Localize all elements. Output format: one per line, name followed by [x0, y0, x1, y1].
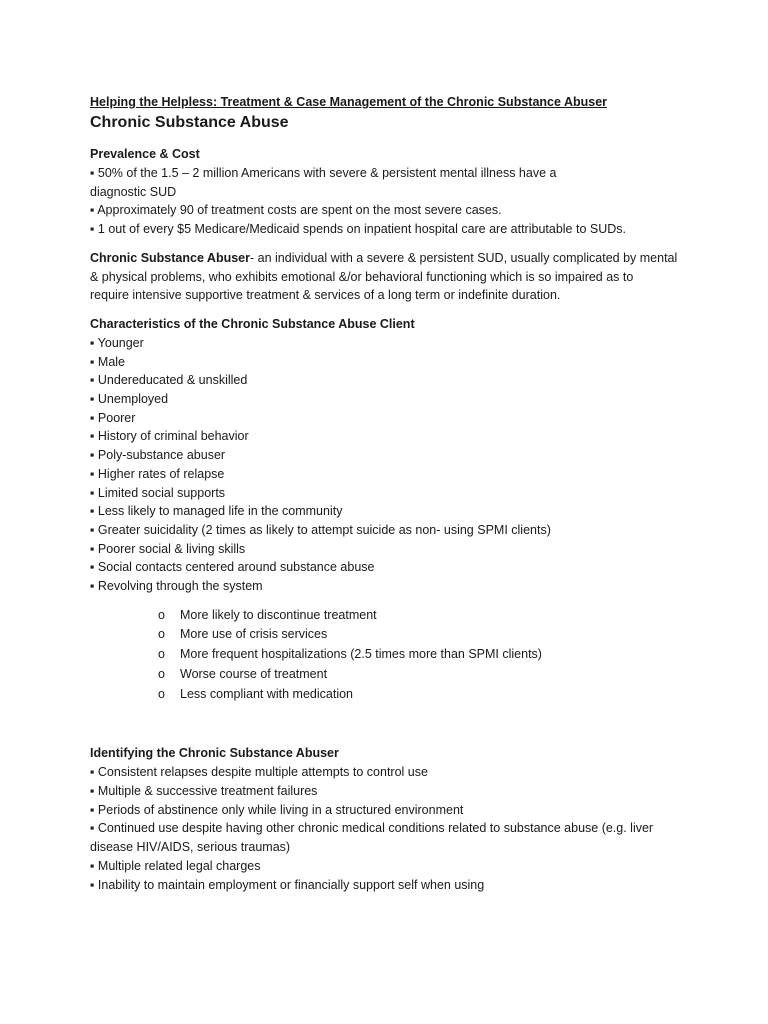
list-item: ▪ Limited social supports	[90, 485, 226, 500]
bullet-o-icon: o	[158, 686, 165, 701]
sub-list-item	[158, 625, 690, 645]
prevalence-line: ▪ Approximately 90 of treatment costs are spent on the most severe cases.	[90, 203, 502, 218]
sub-list-text: More use of crisis services	[180, 627, 328, 642]
list-item: ▪ Male	[90, 354, 125, 369]
definition-line	[90, 249, 690, 268]
definition-term: Chronic Substance Abuser	[90, 250, 250, 265]
sub-list-item	[158, 685, 690, 705]
identifying-line: ▪ Continued use despite having other chronic medical conditions related to substance abuse (e.g. liver	[90, 821, 654, 836]
list-item: ▪ Unemployed	[90, 392, 169, 407]
document-title: Helping the Helpless: Treatment & Case Management of the Chronic Substance Abuser	[90, 95, 608, 109]
identifying-line: ▪ Multiple & successive treatment failures	[90, 783, 318, 798]
characteristics-title: Characteristics of the Chronic Substance Abuse Client	[90, 316, 415, 331]
definition-line: require intensive supportive treatment & services of a long term or indefinite duration.	[90, 288, 561, 303]
list-item: ▪ Poorer social & living skills	[90, 541, 246, 556]
bullet-o-icon: o	[158, 627, 165, 642]
definition-text: - an individual with a severe & persistent SUD, usually complicated by mental	[250, 250, 678, 265]
prevalence-line: ▪ 1 out of every $5 Medicare/Medicaid spends on inpatient hospital care are attributable to SUDs.	[90, 222, 626, 237]
sub-list-text: More likely to discontinue treatment	[180, 607, 377, 622]
identifying-line: disease HIV/AIDS, serious traumas)	[90, 840, 291, 855]
sub-list	[90, 606, 690, 705]
identifying-line: ▪ Inability to maintain employment or financially support self when using	[90, 877, 485, 892]
prevalence-line: diagnostic SUD	[90, 184, 177, 199]
definition-line: & physical problems, who exhibits emotional &/or behavioral functioning which is so impaired as to	[90, 269, 634, 284]
list-item: ▪ Poorer	[90, 410, 136, 425]
identifying-line: ▪ Consistent relapses despite multiple attempts to control use	[90, 765, 428, 780]
list-item: ▪ Younger	[90, 335, 144, 350]
list-item: ▪ Undereducated & unskilled	[90, 373, 248, 388]
bullet-o-icon: o	[158, 607, 165, 622]
sub-list-item	[158, 645, 690, 665]
list-item: ▪ Social contacts centered around substance abuse	[90, 560, 375, 575]
characteristics-section	[90, 315, 690, 704]
list-item: ▪ History of criminal behavior	[90, 429, 249, 444]
identifying-title: Identifying the Chronic Substance Abuser	[90, 746, 339, 761]
prevalence-section	[90, 145, 690, 239]
bullet-o-icon: o	[158, 666, 165, 681]
identifying-line: ▪ Periods of abstinence only while living in a structured environment	[90, 802, 464, 817]
bullet-o-icon: o	[158, 647, 165, 662]
sub-list-item	[158, 606, 690, 626]
sub-list-text: Worse course of treatment	[180, 666, 328, 681]
prevalence-line: ▪ 50% of the 1.5 – 2 million Americans with severe & persistent mental illness have a	[90, 166, 557, 180]
list-item: ▪ Higher rates of relapse	[90, 466, 225, 481]
list-item: ▪ Greater suicidality (2 times as likely to attempt suicide as non- using SPMI clients)	[90, 522, 551, 537]
sub-list-text: More frequent hospitalizations (2.5 times more than SPMI clients)	[180, 647, 542, 662]
list-item: ▪ Revolving through the system	[90, 579, 263, 594]
document-page	[90, 93, 690, 894]
prevalence-title: Prevalence & Cost	[90, 147, 200, 161]
identifying-line: ▪ Multiple related legal charges	[90, 858, 261, 873]
identifying-section	[90, 744, 690, 894]
sub-list-item	[158, 665, 690, 685]
definition-section	[90, 249, 690, 305]
page-heading: Chronic Substance Abuse	[90, 114, 289, 131]
list-item: ▪ Less likely to managed life in the community	[90, 504, 343, 519]
sub-list-text: Less compliant with medication	[180, 686, 353, 701]
list-item: ▪ Poly-substance abuser	[90, 448, 226, 463]
